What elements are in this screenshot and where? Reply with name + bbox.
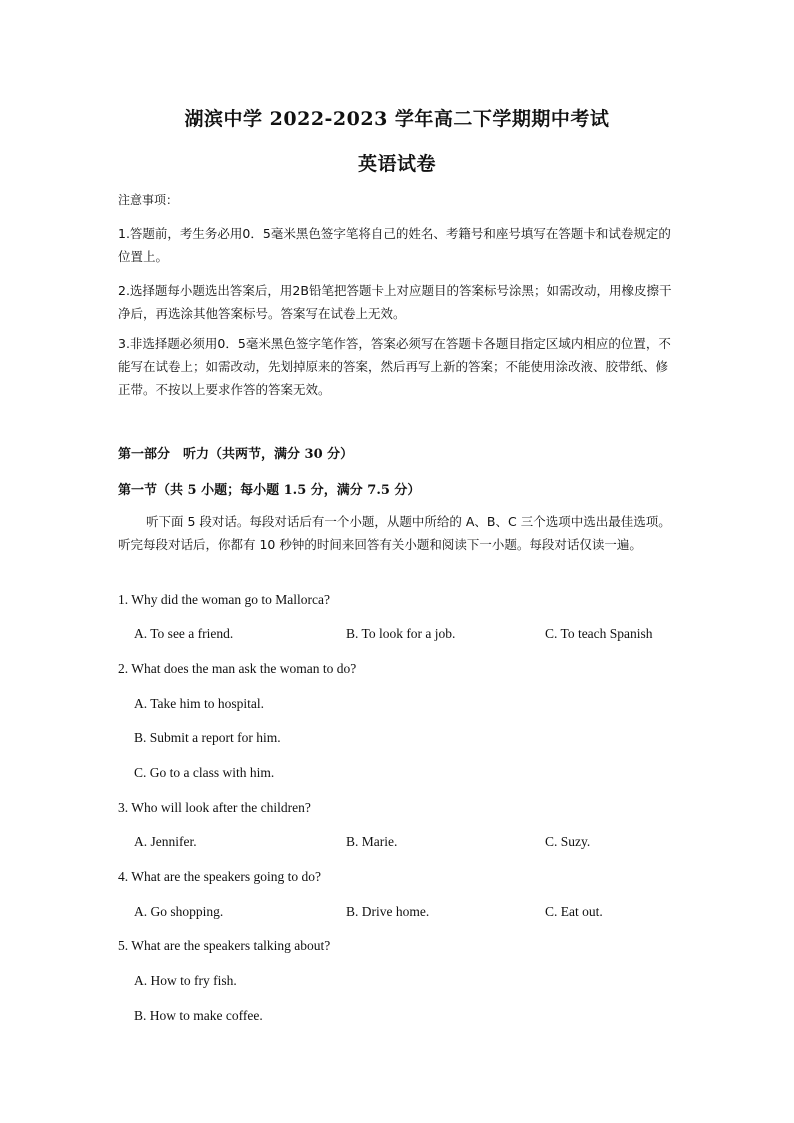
section1-heading: 第一节（共 5 小题；每小题 1.5 分，满分 7.5 分） xyxy=(118,483,421,498)
notice-item-3: 3.非选择题必须用0．5毫米黑色签字笔作答，答案必须写在答题卡各题目指定区域内相应的位置，不能写在试卷上；如需改动，先划掉原来的答案，然后再写上新的答案；不能使用涂改液、胶带纸、修正带。不按以上要求作答的答案无效。 xyxy=(118,336,671,397)
question-4-option-a: A. Go shopping. xyxy=(134,904,224,919)
question-2-option-c: C. Go to a class with him. xyxy=(134,765,275,780)
notice-item-1: 1.答题前，考生务必用0．5毫米黑色签字笔将自己的姓名、考籍号和座号填写在答题卡和试卷规定的位置上。 xyxy=(118,226,671,264)
question-2-option-b: B. Submit a report for him. xyxy=(134,730,281,745)
exam-subtitle: 英语试卷 xyxy=(357,153,436,175)
question-3-stem: 3. Who will look after the children? xyxy=(118,800,311,815)
notice-item-2: 2.选择题每小题选出答案后，用2B铅笔把答题卡上对应题目的答案标号涂黑；如需改动，用橡皮擦干净后，再选涂其他答案标号。答案写在试卷上无效。 xyxy=(118,283,672,321)
question-2-option-a: A. Take him to hospital. xyxy=(134,696,265,711)
question-5-stem: 5. What are the speakers talking about? xyxy=(118,938,331,953)
question-3-option-a: A. Jennifer. xyxy=(134,834,197,849)
question-4-option-b: B. Drive home. xyxy=(346,904,430,919)
question-3-option-b: B. Marie. xyxy=(346,834,398,849)
question-1-stem: 1. Why did the woman go to Mallorca? xyxy=(118,592,330,607)
question-3-option-c: C. Suzy. xyxy=(545,834,591,849)
question-4-stem: 4. What are the speakers going to do? xyxy=(118,869,321,884)
section1-instructions: 听下面 5 段对话。每段对话后有一个小题，从题中所给的 A、B、C 三个选项中选出最佳选项。听完每段对话后，你都有 10 秒钟的时间来回答有关小题和阅读下一小题。每段对话仅读一遍。 xyxy=(118,514,671,552)
question-4-option-c: C. Eat out. xyxy=(545,904,603,919)
question-2-stem: 2. What does the man ask the woman to do? xyxy=(118,661,357,676)
part1-heading: 第一部分 听力（共两节，满分 30 分） xyxy=(118,447,354,462)
question-5-option-a: A. How to fry fish. xyxy=(134,973,237,988)
question-1-option-c: C. To teach Spanish xyxy=(545,626,653,641)
question-1-option-a: A. To see a friend. xyxy=(134,626,234,641)
exam-title: 湖滨中学 2022-2023 学年高二下学期期中考试 xyxy=(184,108,610,130)
notice-heading: 注意事项： xyxy=(118,193,179,207)
question-1-option-b: B. To look for a job. xyxy=(346,626,456,641)
question-5-option-b: B. How to make coffee. xyxy=(134,1008,263,1023)
